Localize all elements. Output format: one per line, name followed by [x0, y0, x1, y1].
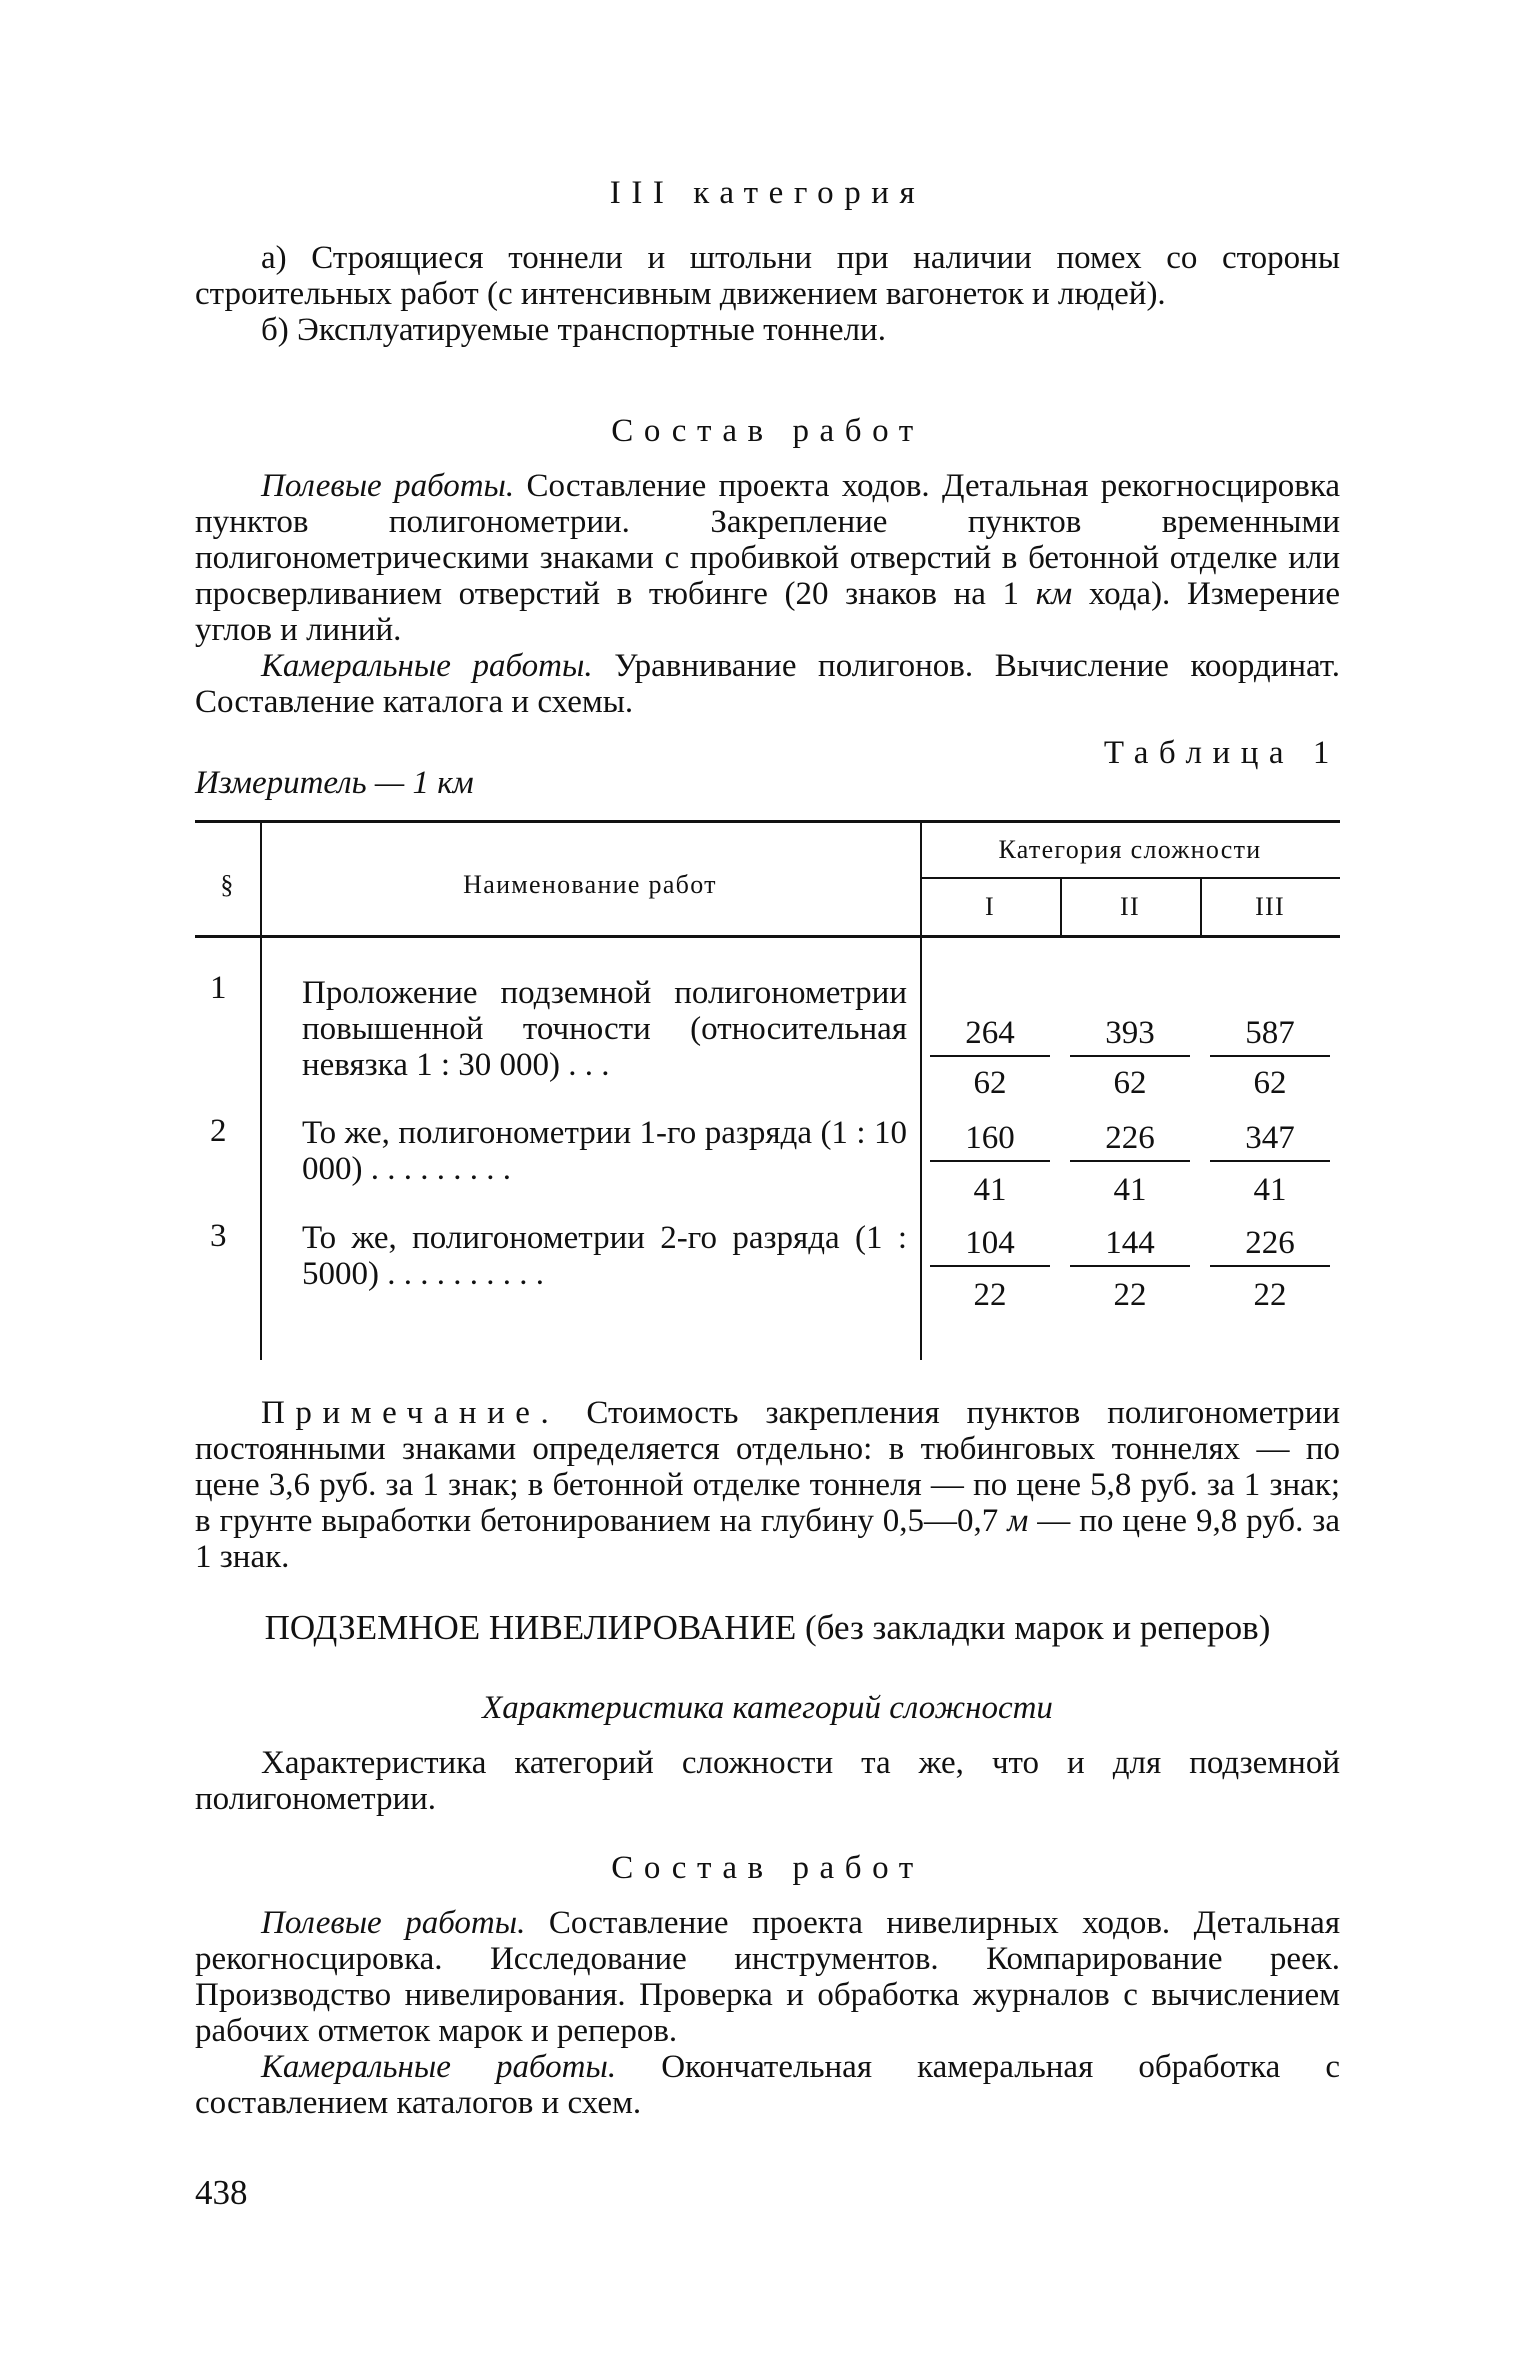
value-bottom: 62 — [1253, 1065, 1287, 1101]
category-item-a: а) Строящиеся тоннели и штольни при наличии помех со стороны строительных работ (с интенсивным движением вагонеток и людей). — [195, 240, 1340, 312]
row-num: 1 — [210, 970, 227, 1006]
value-bottom: 22 — [1253, 1277, 1287, 1313]
cost-table — [195, 820, 1340, 1360]
value-top: 264 — [965, 1015, 1015, 1051]
row-name: Проложение подземной полигонометрии повышенной точности (относительная невязка 1 : 30 000) . . . — [302, 975, 907, 1083]
office-works-2-label: Камеральные работы. — [261, 2049, 617, 2085]
note-label: Примечание. — [261, 1395, 560, 1431]
value-bottom: 22 — [973, 1277, 1007, 1313]
category-item-b: б) Эксплуатируемые транспортные тоннели. — [261, 312, 886, 348]
field-works-unit: км — [1035, 576, 1073, 612]
value-bottom: 22 — [1113, 1277, 1147, 1313]
field-works-text-after: хода). Измерение углов и линий. — [195, 576, 1340, 648]
header-name: Наименование работ — [463, 870, 717, 899]
note — [195, 1395, 1340, 1575]
value-bottom: 41 — [1253, 1172, 1287, 1208]
value-top: 144 — [1105, 1225, 1155, 1261]
row-name: То же, полигонометрии 2-го разряда (1 : 5000) . . . . . . . . . . — [302, 1220, 907, 1292]
value-top: 587 — [1245, 1015, 1295, 1051]
value-bottom: 62 — [1113, 1065, 1147, 1101]
value-bottom: 41 — [1113, 1172, 1147, 1208]
page-number: 438 — [195, 2173, 248, 2212]
row-name: То же, полигонометрии 1-го разряда (1 : 10 000) . . . . . . . . . — [302, 1115, 907, 1187]
office-works-label: Камеральные работы. — [261, 648, 593, 684]
header-section: § — [220, 870, 235, 899]
leveling-subtitle: (без закладки марок и реперов) — [796, 1608, 1271, 1647]
measure-label: Измеритель — 1 км — [195, 765, 474, 801]
header-cat2: II — [1120, 892, 1140, 921]
value-top: 226 — [1245, 1225, 1295, 1261]
row-num: 2 — [210, 1113, 227, 1149]
value-bottom: 41 — [973, 1172, 1007, 1208]
note-text-after: — по цене 9,8 руб. за 1 знак. — [195, 1503, 1340, 1575]
leveling-title: ПОДЗЕМНОЕ НИВЕЛИРОВАНИЕ — [264, 1608, 797, 1647]
value-bottom: 62 — [973, 1065, 1007, 1101]
header-cat1: I — [985, 892, 995, 921]
value-top: 393 — [1105, 1015, 1155, 1051]
note-text-before: Стоимость закрепления пунктов полигонометрии постоянными знаками определяется отдельно: в тюбинговых тоннелях — по цене 3,6 руб. за 1 знак; в бетонной отделке тоннеля — по цене 5,8 руб. за 1 знак; в грунте выработки бетонированием на глубину 0,5—0,7 — [195, 1395, 1340, 1539]
characteristics-paragraph: Характеристика категорий сложности та же, что и для подземной полигонометрии. — [195, 1745, 1340, 1817]
office-works-2-text: Окончательная камеральная обработка с составлением каталогов и схем. — [195, 2049, 1340, 2121]
composition-heading-2: Состав работ — [611, 1850, 924, 1886]
value-top: 104 — [965, 1225, 1015, 1261]
header-cat3: III — [1255, 892, 1285, 921]
leveling-works — [195, 1905, 1340, 2121]
leveling-heading — [195, 1610, 1340, 1646]
value-top: 160 — [965, 1120, 1015, 1156]
header-category-group: Категория сложности — [998, 835, 1262, 864]
field-works-text-before: Составление проекта ходов. Детальная рекогносцировка пунктов полигонометрии. Закрепление пунктов временными полигонометрическими знаками с пробивкой отверстий в бетонной отделке или просверливанием отверстий в тюбинге (20 знаков на 1 — [195, 468, 1341, 612]
field-works-label: Полевые работы. — [261, 468, 515, 504]
category-heading: III категория — [609, 175, 926, 211]
category-list — [195, 240, 1340, 348]
field-works-2-label: Полевые работы. — [261, 1905, 526, 1941]
characteristics-heading: Характеристика категорий сложности — [482, 1690, 1053, 1726]
table-label: Таблица 1 — [1103, 735, 1340, 771]
note-unit: м — [1007, 1503, 1029, 1539]
value-top: 347 — [1245, 1120, 1295, 1156]
row-num: 3 — [210, 1218, 227, 1254]
characteristics-text — [195, 1745, 1340, 1817]
office-works-text: Уравнивание полигонов. Вычисление координат. Составление каталога и схемы. — [195, 648, 1340, 720]
value-top: 226 — [1105, 1120, 1155, 1156]
composition-heading-1: Состав работ — [611, 413, 924, 449]
field-works-2-text: Составление проекта нивелирных ходов. Детальная рекогносцировка. Исследование инструментов. Компарирование реек. Производство нивелирования. Проверка и обработка журналов с вычислением рабочих отметок марок и реперов. — [195, 1905, 1341, 2049]
field-works-1 — [195, 468, 1340, 720]
